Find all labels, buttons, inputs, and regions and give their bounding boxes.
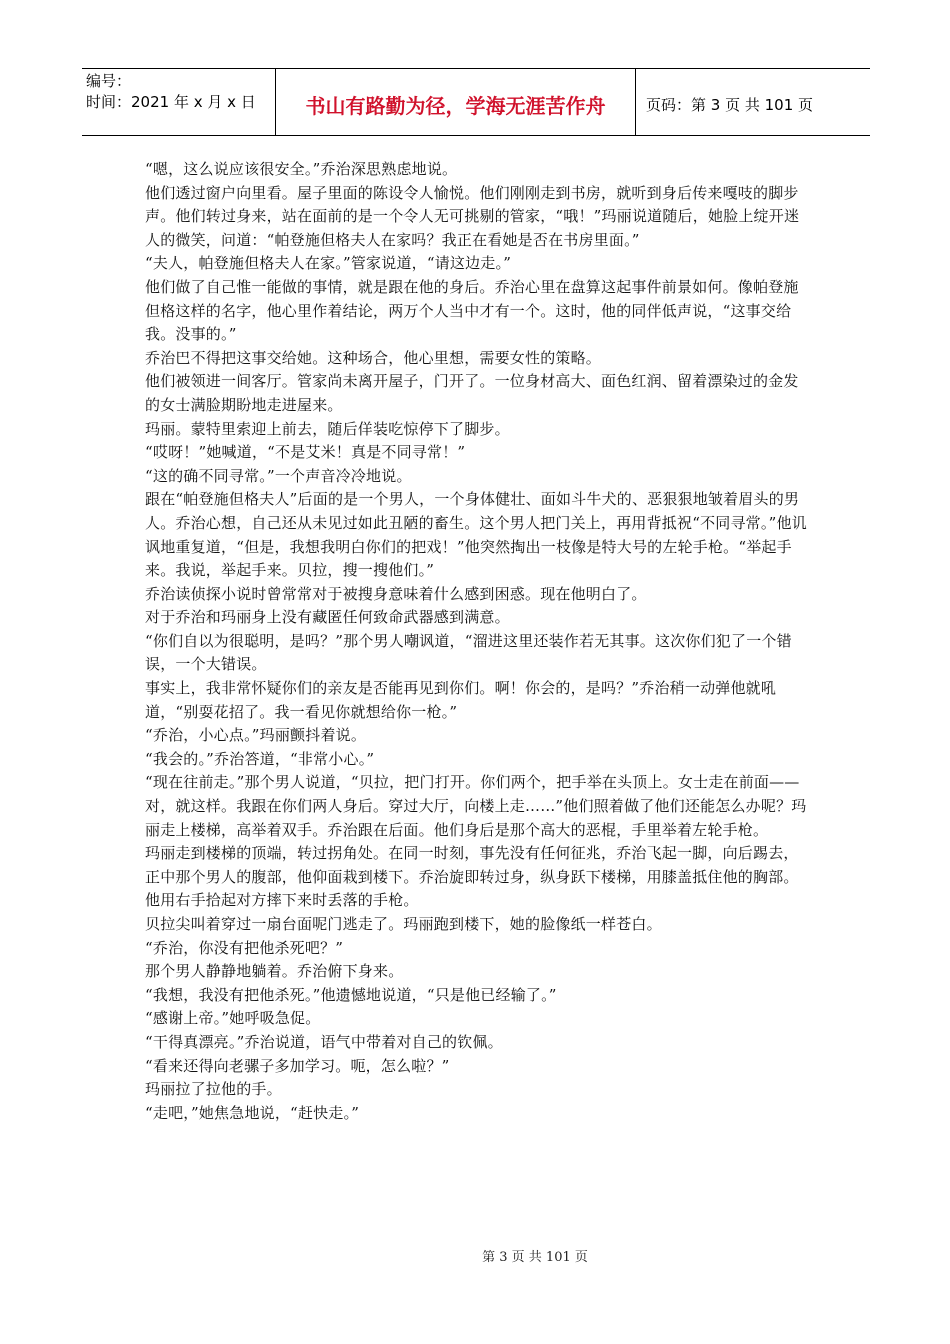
- paragraph: “夫人，帕登施但格夫人在家。”管家说道，“请这边走。”: [145, 254, 512, 273]
- paragraph: “我会的。”乔治答道，“非常小心。”: [145, 749, 375, 768]
- paragraph: 他们透过窗户向里看。屋子里面的陈设令人愉悦。他们刚刚走到书房，就听到身后传来嘎吱的脚步声。他们转过身来，站在面前的是一个令人无可挑剔的管家，“哦！”玛丽说道随后，她脸上绽开迷人的微笑，问道：“帕登施但格夫人在家吗？我正在看她是否在书房里面。”: [145, 183, 800, 249]
- paragraph: 对于乔治和玛丽身上没有藏匿任何致命武器感到满意。: [145, 608, 510, 627]
- paragraph: 他们做了自己惟一能做的事情，就是跟在他的身后。乔治心里在盘算这起事件前景如何。像帕登施但格这样的名字，他心里作着结论，两万个人当中才有一个。这时，他的同伴低声说，“这事交给我。没事的。”: [145, 277, 799, 344]
- paragraph: “哎呀！”她喊道，“不是艾米！真是不同寻常！”: [145, 443, 466, 462]
- paragraph: 跟在“帕登施但格夫人”后面的是一个男人，一个身体健壮、面如斗牛犬的、恶狠狠地皱着眉头的男人。乔治心想，自己还从未见过如此丑陋的畜生。这个男人把门关上，再用背抵祝“不同寻常。”他讥讽地重复道，“但是，我想我明白你们的把戏！”他突然掏出一枝像是特大号的左轮手枪。“举起手来。我说，举起手来。贝拉，搜一搜他们。”: [145, 490, 807, 580]
- paragraph: “干得真漂亮。”乔治说道，语气中带着对自己的钦佩。: [145, 1032, 503, 1051]
- document-date: 时间：2021 年 x 月 x 日: [86, 93, 256, 111]
- paragraph: “走吧，”她焦急地说，“赶快走。”: [145, 1103, 360, 1122]
- paragraph: 玛丽走到楼梯的顶端，转过拐角处。在同一时刻，事先没有任何征兆，乔治飞起一脚，向后踢去，正中那个男人的腹部，他仰面栽到楼下。乔治旋即转过身，纵身跃下楼梯，用膝盖抵住他的胸部。他用右手拾起对方摔下来时丢落的手枪。: [145, 844, 799, 910]
- document-code-label: 编号：: [86, 72, 132, 90]
- page-header: [82, 68, 870, 136]
- paragraph: “现在往前走。”那个男人说道，“贝拉，把门打开。你们两个，把手举在头顶上。女士走在前面——对，就这样。我跟在你们两人身后。穿过大厅，向楼上走……”他们照着做了他们还能怎么办呢？玛丽走上楼梯，高举着双手。乔治跟在后面。他们身后是那个高大的恶棍，手里举着左轮手枪。: [145, 773, 807, 839]
- header-motto: 书山有路勤为径，学海无涯苦作舟: [276, 69, 636, 135]
- paragraph: 他们被领进一间客厅。管家尚未离开屋子，门开了。一位身材高大、面色红润、留着漂染过的金发的女士满脸期盼地走进屋来。: [145, 372, 799, 414]
- paragraph: “乔治，小心点。”玛丽颤抖着说。: [145, 726, 367, 745]
- paragraph: 玛丽拉了拉他的手。: [145, 1080, 282, 1099]
- paragraph: “乔治，你没有把他杀死吧？”: [145, 938, 344, 957]
- paragraph: 贝拉尖叫着穿过一扇台面呢门逃走了。玛丽跑到楼下，她的脸像纸一样苍白。: [145, 915, 662, 933]
- paragraph: “我想，我没有把他杀死。”他遗憾地说道，“只是他已经输了。”: [145, 985, 557, 1004]
- paragraph: 乔治读侦探小说时曾常常对于被搜身意味着什么感到困惑。现在他明白了。: [145, 584, 647, 603]
- paragraph: “这的确不同寻常。”一个声音冷冷地说。: [145, 466, 412, 485]
- header-meta: [82, 69, 276, 135]
- page-footer: 第 3 页 共 101 页: [482, 1250, 588, 1265]
- paragraph: “感谢上帝。”她呼吸急促。: [145, 1009, 321, 1028]
- paragraph: “看来还得向老骡子多加学习。呃，怎么啦？”: [145, 1056, 450, 1075]
- paragraph: 那个男人静静地躺着。乔治俯下身来。: [145, 962, 404, 981]
- body-text: [145, 158, 810, 1125]
- header-page-info: 页码：第 3 页 共 101 页: [646, 95, 814, 114]
- paragraph: “嗯，这么说应该很安全。”乔治深思熟虑地说。: [145, 160, 458, 178]
- paragraph: “你们自以为很聪明，是吗？”那个男人嘲讽道，“溜进这里还装作若无其事。这次你们犯了一个错误，一个大错误。: [145, 631, 792, 674]
- paragraph: 事实上，我非常怀疑你们的亲友是否能再见到你们。啊！你会的，是吗？”乔治稍一动弹他就吼道，“别耍花招了。我一看见你就想给你一枪。”: [145, 679, 777, 721]
- paragraph: 乔治巴不得把这事交给她。这种场合，他心里想，需要女性的策略。: [145, 348, 602, 367]
- paragraph: 玛丽。蒙特里索迎上前去，随后佯装吃惊停下了脚步。: [145, 419, 510, 438]
